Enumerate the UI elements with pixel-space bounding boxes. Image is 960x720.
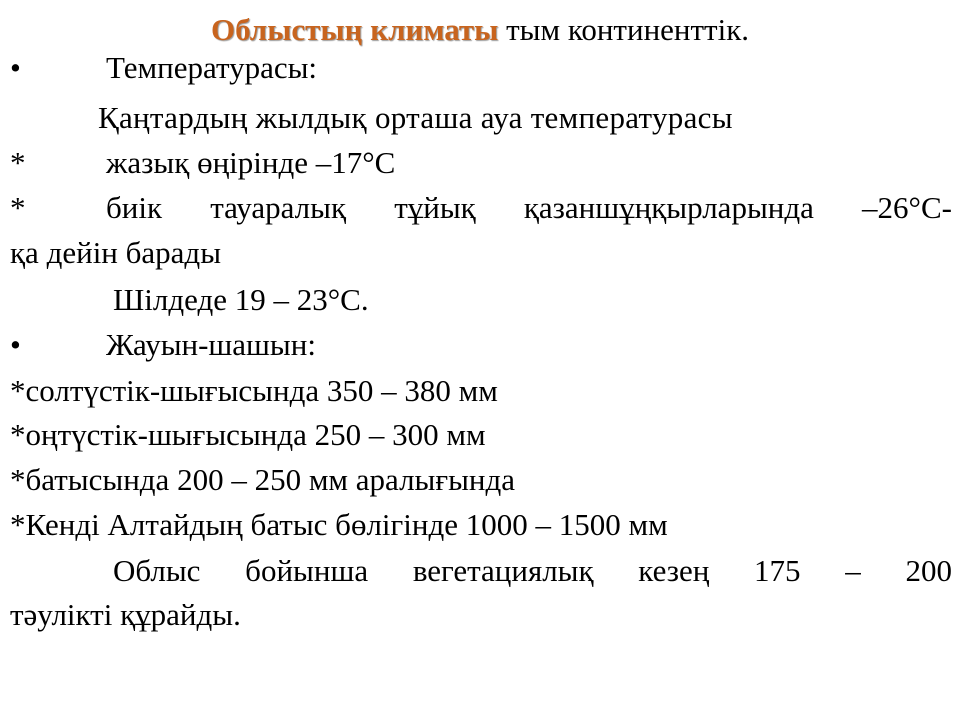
word: – [845, 553, 861, 588]
highland-temperature-text [106, 186, 952, 230]
title-rest: тым континенттік. [506, 12, 750, 47]
word: вегетациялық [412, 553, 594, 588]
bullet-marker: • [10, 50, 21, 85]
word: кезең [638, 553, 710, 588]
west-text: *батысында 200 – 250 мм аралығында [10, 462, 516, 497]
asterisk-marker: * [10, 190, 26, 225]
highland-continuation-text: қа дейін барады [10, 235, 222, 270]
word: қазаншұңқырларында [523, 190, 814, 225]
plain-temperature-text: жазық өңірінде –17°С [106, 145, 396, 180]
vegetation-continuation-text: тәулікті құрайды. [10, 597, 241, 632]
title-accent: Облыстың климаты [210, 12, 499, 47]
word: тұйық [394, 190, 476, 225]
january-text: Қаңтардың жылдық орташа ауа температурасы [98, 100, 733, 135]
word: –26°С- [862, 190, 952, 225]
word: Облыс [113, 553, 201, 588]
word: тауаралық [210, 190, 347, 225]
vegetation-text [113, 549, 952, 593]
word: биік [106, 190, 163, 225]
word: 175 [754, 553, 801, 588]
northeast-text: *солтүстік-шығысында 350 – 380 мм [10, 373, 498, 408]
southeast-text: *оңтүстік-шығысында 250 – 300 мм [10, 417, 486, 452]
ore-altai-text: *Кенді Алтайдың батыс бөлігінде 1000 – 1500 мм [10, 507, 668, 542]
july-text: Шілдеде 19 – 23°С. [113, 282, 369, 317]
word: бойынша [245, 553, 369, 588]
word: 200 [905, 553, 952, 588]
bullet-marker: • [10, 327, 21, 362]
asterisk-marker: * [10, 145, 26, 180]
precipitation-heading: Жауын-шашын: [106, 327, 316, 362]
temperature-heading: Температурасы: [106, 50, 318, 85]
